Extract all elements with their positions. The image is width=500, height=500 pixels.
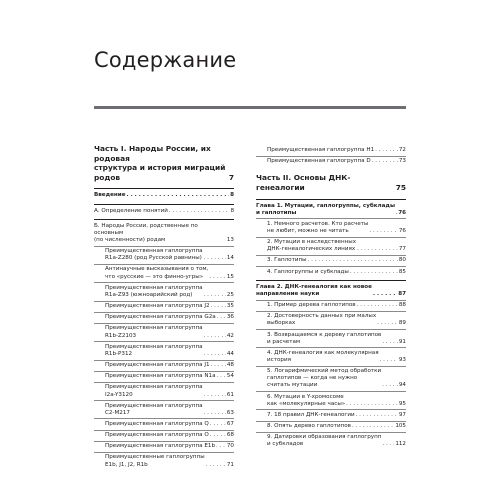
toc-entry-title: Преимущественная гаплогруппа Е1b	[105, 443, 216, 450]
toc-entry[interactable]	[256, 347, 406, 364]
toc-entry-title: Преимущественная гаплогруппа R1a-Z280 (род Русской равнины)	[105, 248, 203, 262]
toc-entry[interactable]	[256, 366, 406, 390]
toc-entry-title: Преимущественная гаплогруппа Q	[105, 420, 209, 427]
toc-entry[interactable]	[94, 360, 234, 370]
toc-entry[interactable]	[94, 452, 234, 469]
toc-entry-title: Преимущественная гаплогруппа G2a	[105, 314, 216, 321]
leader-dots	[373, 291, 397, 298]
toc-entry-page: 73	[398, 158, 406, 165]
leader-dots	[204, 255, 226, 262]
leader-dots	[217, 373, 226, 380]
leader-dots	[169, 208, 230, 215]
toc-entry-page: 25	[226, 291, 234, 298]
leader-dots	[308, 257, 398, 264]
toc-entry[interactable]	[94, 246, 234, 263]
leader-dots	[369, 228, 397, 235]
toc-part-2[interactable]	[256, 173, 406, 192]
toc-entry-page: 67	[226, 420, 234, 427]
toc-entry[interactable]	[256, 156, 406, 166]
leader-dots	[375, 147, 398, 154]
toc-entry-page: 88	[398, 302, 406, 309]
toc-entry-page: 36	[226, 314, 234, 321]
toc-entry-title: Преимущественная гаплогруппа D	[267, 158, 371, 165]
toc-entry[interactable]	[94, 188, 234, 199]
leader-dots	[372, 158, 398, 165]
leader-dots	[382, 339, 398, 346]
toc-entry-page: 8	[230, 192, 234, 199]
leader-dots	[204, 410, 226, 417]
toc-entry-title: Преимущественные гаплогруппы Е1b, J1, J2, R1b	[105, 454, 205, 468]
leader-dots	[204, 333, 226, 340]
toc-entry-page: 91	[398, 338, 406, 345]
toc-entry[interactable]	[94, 204, 234, 215]
toc-entry[interactable]	[256, 409, 406, 419]
toc-entry[interactable]	[256, 421, 406, 431]
toc-entry-page: 61	[226, 391, 234, 398]
toc-entry-title: 6. Мутации в Y-хромосоме как «молекулярные часы»	[267, 393, 346, 407]
toc-entry-page: 97	[398, 411, 406, 418]
toc-entry-page: 48	[226, 362, 234, 369]
toc-entry-title: 4. Гаплогруппы и субклады	[267, 268, 349, 275]
toc-entry-page: 95	[398, 400, 406, 407]
toc-entry-title: 2. Мутации в наследственных ДНК-генеалогических линиях	[267, 239, 357, 253]
toc-entry-page: 71	[226, 461, 234, 468]
toc-entry-title: Преимущественная гаплогруппа N1a	[105, 373, 216, 380]
leader-dots	[211, 362, 226, 369]
toc-entry[interactable]	[94, 341, 234, 358]
leader-dots	[204, 292, 226, 299]
toc-entry-title: 3. Возвращаемся к дереву гаплотипов и расчетам	[267, 331, 382, 345]
leader-dots	[357, 246, 398, 253]
toc-entry-page: 89	[398, 320, 406, 327]
toc-chapter[interactable]	[256, 199, 406, 217]
toc-entry[interactable]	[256, 391, 406, 408]
toc-entry-page: 80	[398, 257, 406, 264]
toc-left-entries	[94, 188, 234, 468]
toc-entry-page: 13	[226, 237, 234, 243]
toc-entry-page: 93	[398, 357, 406, 363]
toc-chapter[interactable]	[256, 280, 406, 298]
toc-entry[interactable]	[94, 282, 234, 299]
toc-part-1-page: 7	[228, 172, 234, 182]
toc-entry-title: Глава 2. ДНК-генеалогия как новое направление науки	[256, 283, 372, 297]
leader-dots	[357, 302, 398, 309]
toc-entry-title: Преимущественная гаплогруппа C2-M217	[105, 402, 203, 416]
toc-part-2-title: Часть II. Основы ДНК-генеалогии	[256, 173, 351, 192]
leader-dots	[350, 269, 398, 276]
toc-entry-title: Преимущественная гаплогруппа R1b-Z2103	[105, 325, 203, 339]
toc-entry[interactable]	[256, 255, 406, 265]
toc-entry-title: 4. ДНК-генеалогия как молекулярная история	[267, 349, 379, 363]
toc-entry-title: 1. Немного расчетов. Кто расчеты не любит, можно не читать	[267, 220, 369, 234]
leader-dots	[356, 412, 398, 419]
leader-dots	[211, 303, 226, 310]
leader-dots	[352, 423, 394, 430]
toc-entry-title: Глава 1. Мутации, гаплогруппы, субклады и гаплотипы	[256, 202, 395, 216]
toc-entry-page: 87	[398, 290, 406, 297]
leader-dots	[127, 192, 230, 199]
toc-entry[interactable]	[94, 371, 234, 381]
toc-entry-title: Преимущественная гаплогруппа R1a-Z93 (южноарийский род)	[105, 284, 203, 298]
leader-dots	[204, 351, 226, 358]
toc-entry-title: 7. 18 правил ДНК-генеалогии	[267, 411, 355, 418]
toc-entry[interactable]	[94, 323, 234, 340]
toc-entry[interactable]	[256, 311, 406, 328]
toc-part-1[interactable]	[94, 144, 234, 182]
toc-entry-page: 105	[395, 423, 406, 430]
toc-entry[interactable]	[256, 300, 406, 310]
toc-entry[interactable]	[94, 219, 234, 244]
toc-entry-title: Антинаучные высказывания о том, что «русские — это финно-угры»	[105, 266, 209, 280]
toc-right-column	[256, 144, 406, 449]
toc-entry-page: 76	[398, 227, 406, 234]
toc-entry-page: 42	[226, 332, 234, 339]
toc-entry-title: 5. Логарифмический метод обработки гаплотипов — когда не нужно считать мутации	[267, 368, 382, 389]
toc-entry-page: 70	[226, 443, 234, 450]
leader-dots	[204, 392, 226, 399]
toc-entry-title: Преимущественная гаплогруппа О	[105, 432, 209, 439]
toc-entry-title: 1. Пример дерева гаплотипов	[267, 302, 356, 309]
leader-dots	[377, 320, 398, 327]
toc-entry-title: Преимущественная гаплогруппа R1b-P312	[105, 343, 203, 357]
leader-dots	[382, 382, 398, 389]
toc-entry-title: 8. Опять дерево гаплотипов	[267, 423, 351, 430]
toc-right-chapters	[256, 199, 406, 449]
leader-dots	[396, 210, 397, 217]
toc-entry-page: 44	[226, 350, 234, 357]
leader-dots	[382, 441, 394, 448]
toc-part-2-page: 75	[395, 182, 406, 192]
toc-entry-title: Преимущественная гаплогруппа H1	[267, 147, 375, 153]
leader-dots	[210, 421, 226, 428]
toc-entry-title: Введение	[94, 192, 126, 199]
toc-entry[interactable]	[94, 382, 234, 399]
toc-entry-page: 54	[226, 373, 234, 380]
toc-entry-page: 72	[398, 147, 406, 153]
toc-entry-page: 112	[395, 441, 406, 448]
leader-dots	[206, 462, 226, 469]
toc-entry[interactable]	[94, 418, 234, 428]
toc-entry[interactable]	[256, 237, 406, 254]
toc-entry-page: 76	[398, 209, 406, 216]
toc-entry[interactable]	[256, 329, 406, 346]
toc-entry[interactable]	[256, 432, 406, 449]
toc-entry[interactable]	[94, 312, 234, 322]
toc-entry-page: 68	[226, 432, 234, 439]
toc-entry-page: 85	[398, 268, 406, 275]
leader-dots	[216, 443, 226, 450]
toc-entry-page: 14	[226, 255, 234, 262]
toc-entry-title: Преимущественная гаплогруппа J2	[105, 303, 210, 310]
toc-entry[interactable]	[94, 430, 234, 440]
toc-entry-page: 15	[226, 273, 234, 280]
toc-entry-page: 63	[226, 409, 234, 416]
leader-dots	[346, 401, 398, 408]
page-title: Содержание	[94, 48, 237, 72]
toc-part-1-title: Часть I. Народы России, их родовая структура и история миграций родов	[94, 144, 226, 182]
toc-entry-title: А. Определение понятий	[94, 207, 168, 214]
toc-entry[interactable]	[256, 218, 406, 235]
toc-entry-title: 2. Достоверность данных при малых выборках	[267, 313, 377, 327]
toc-entry-page: 8	[230, 207, 234, 214]
toc-entry-page: 77	[398, 246, 406, 253]
toc-entry-title: Б. Народы России, родственные по основным (по численности) родам	[94, 222, 198, 243]
toc-entry[interactable]	[256, 146, 406, 155]
toc-entry-page: 94	[398, 382, 406, 389]
toc-entry[interactable]	[94, 441, 234, 451]
title-rule	[94, 106, 406, 109]
toc-entry-title: Преимущественная гаплогруппа J1	[105, 362, 210, 369]
toc-entry-title: 3. Гаплотипы	[267, 257, 307, 264]
leader-dots	[380, 357, 398, 364]
leader-dots	[217, 314, 226, 321]
toc-entry-page: 35	[226, 303, 234, 310]
toc-left-column	[94, 144, 234, 469]
leader-dots	[209, 274, 225, 281]
toc-entry[interactable]	[256, 266, 406, 276]
toc-entry[interactable]	[94, 301, 234, 311]
toc-entry[interactable]	[94, 264, 234, 281]
toc-entry[interactable]	[94, 400, 234, 417]
toc-entry-title: Преимущественная гаплогруппа I2a-Y3120	[105, 384, 203, 398]
toc-right-top-entries	[256, 146, 406, 166]
toc-entry-title: 9. Датировки образования гаплогрупп и субкладов	[267, 434, 382, 448]
leader-dots	[210, 432, 226, 439]
